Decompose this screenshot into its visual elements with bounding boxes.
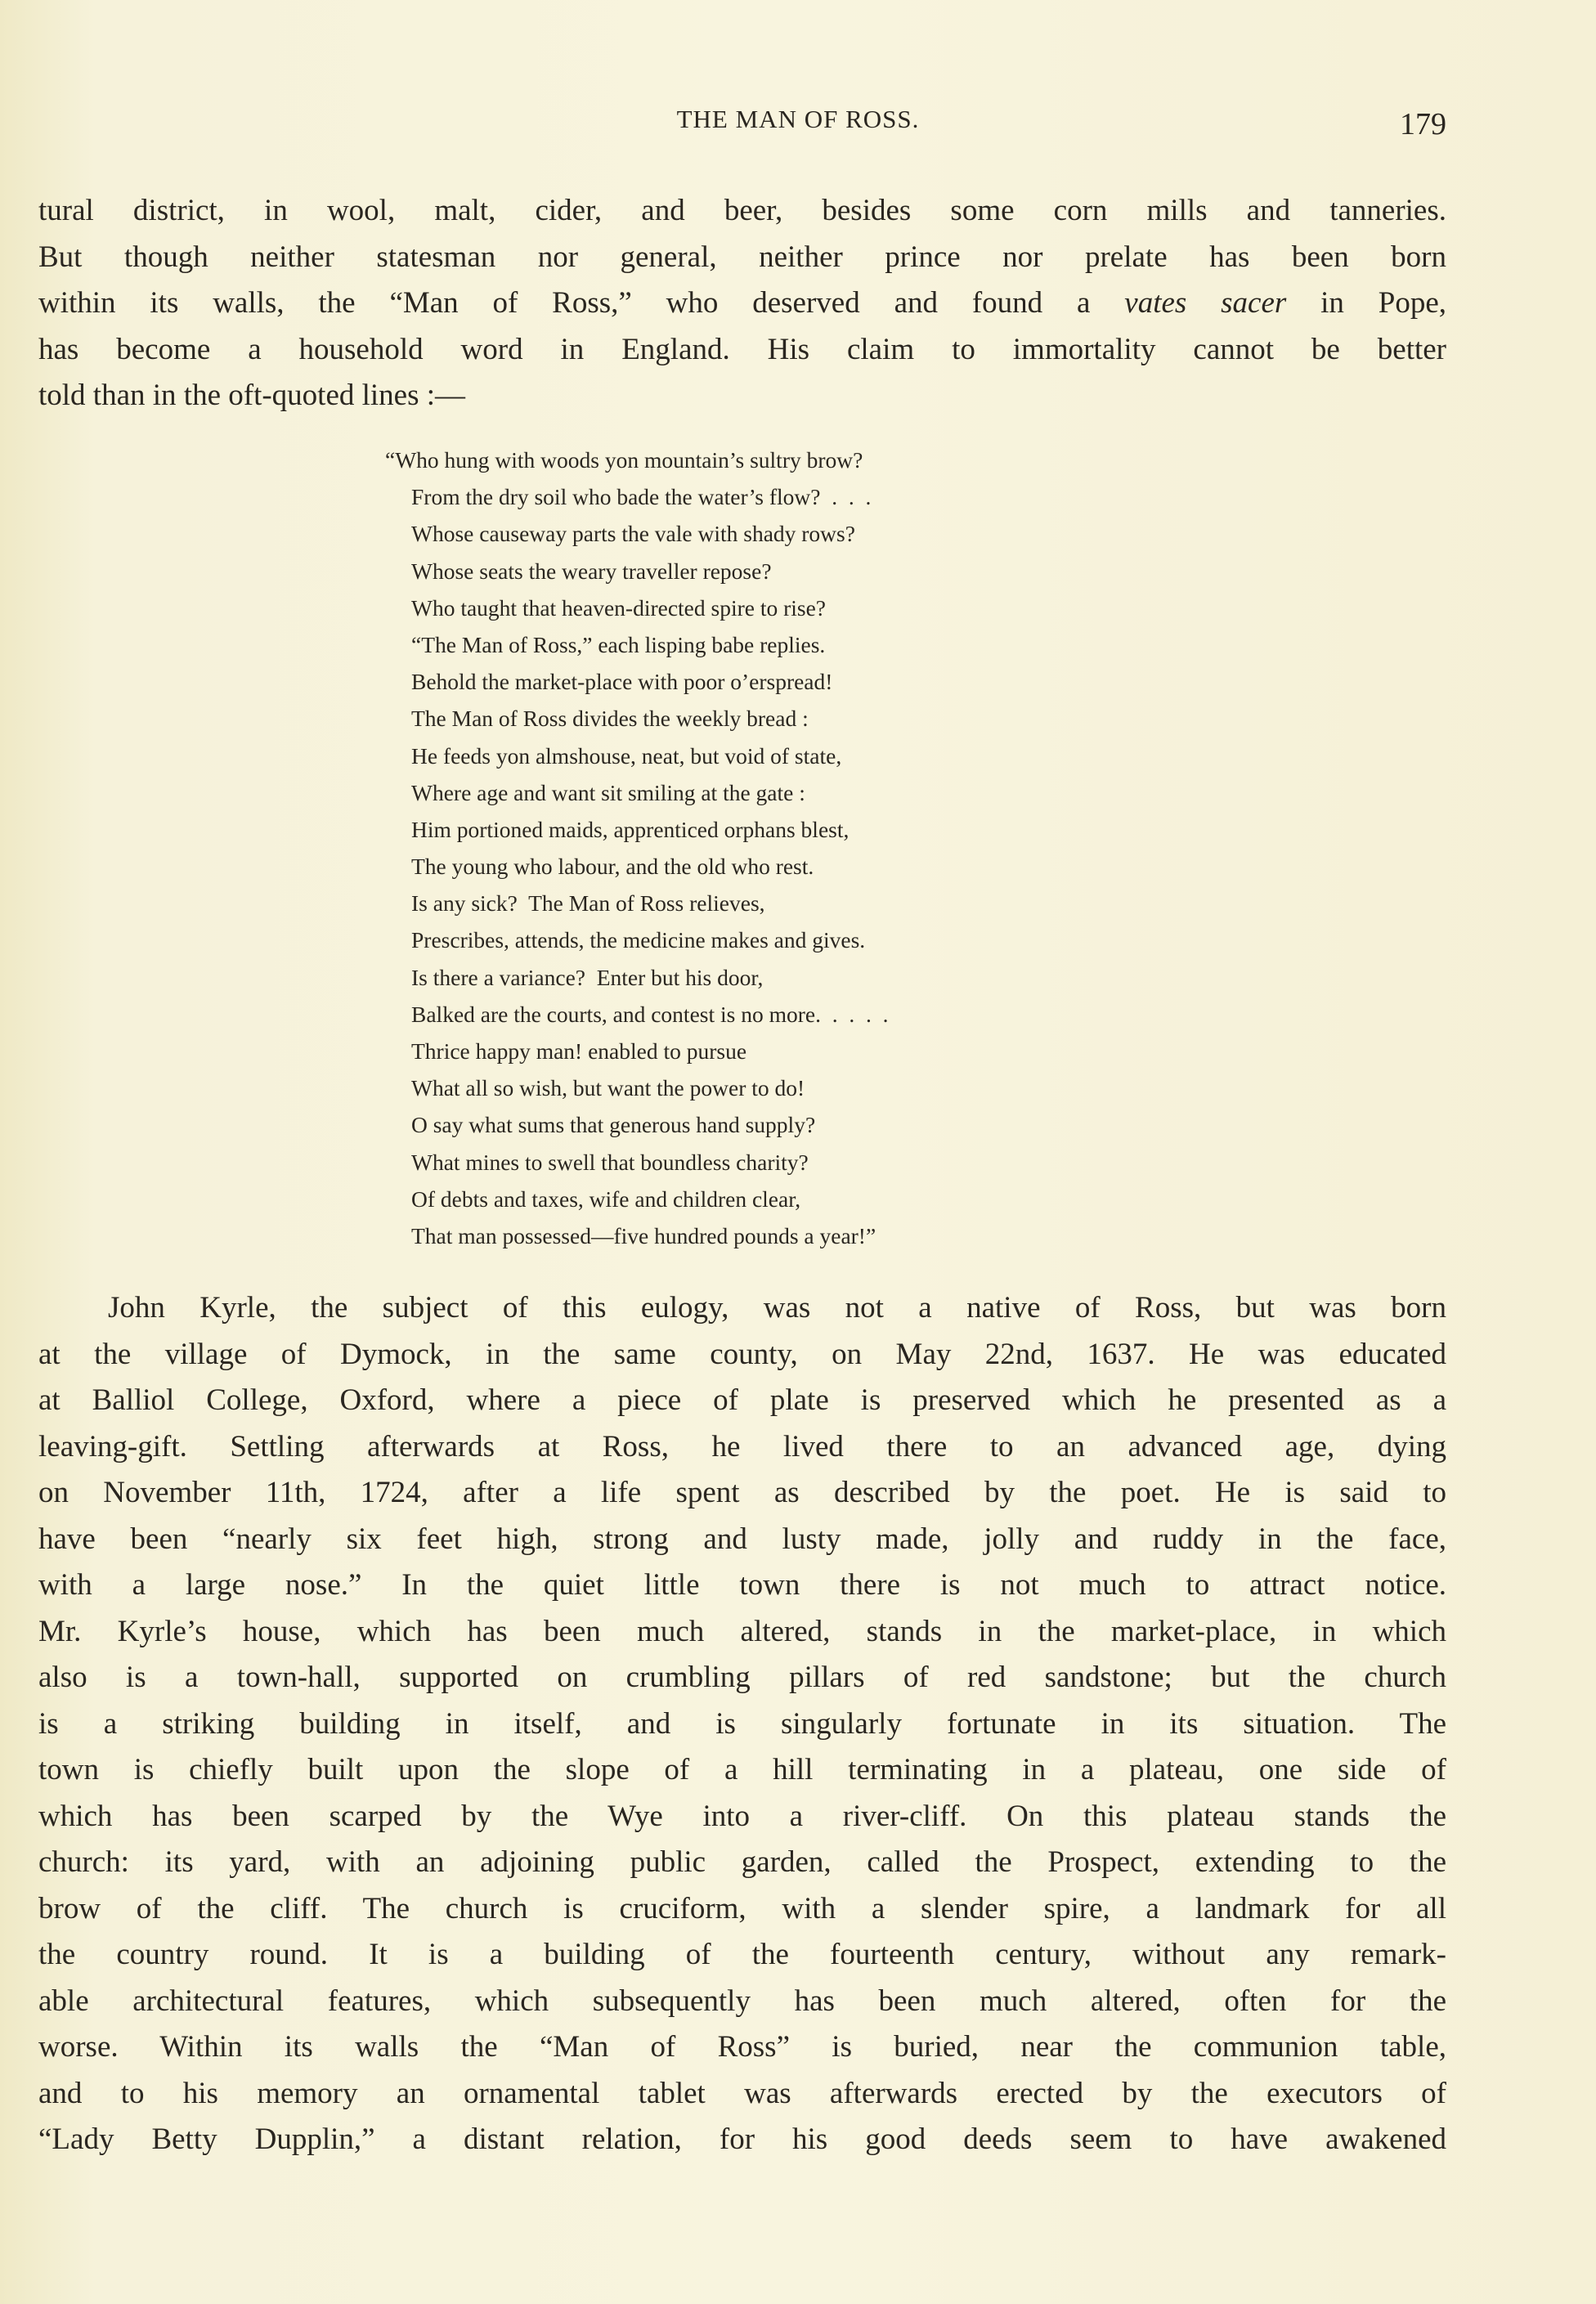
poem-line: Is there a variance? Enter but his door, (411, 964, 764, 990)
text-line: worse. Within its walls the “Man of Ross” is buried, near the communion table, (38, 2030, 1446, 2064)
poem-line: Balked are the courts, and contest is no more. . . . . (411, 1001, 889, 1027)
text-line: and to his memory an ornamental tablet was afterwards erected by the executors of (38, 2076, 1446, 2110)
text-line: tural district, in wool, malt, cider, and beer, besides some corn mills and tanneries. (38, 194, 1446, 227)
text-line: has become a household word in England. His claim to immortality cannot be better (38, 332, 1446, 366)
poem-line: The Man of Ross divides the weekly bread : (411, 706, 809, 732)
poem-line: Whose seats the weary traveller repose? (411, 558, 772, 584)
text-line: But though neither statesman nor general, neither prince nor prelate has been born (38, 240, 1446, 274)
poem-line: “Who hung with woods yon mountain’s sultry brow? (385, 447, 863, 473)
poem-line: What all so wish, but want the power to do! (411, 1075, 805, 1101)
poem-line: Him portioned maids, apprenticed orphans blest, (411, 816, 850, 842)
text-line: at Balliol College, Oxford, where a piece of plate is preserved which he presented as a (38, 1383, 1446, 1417)
poem-line: Is any sick? The Man of Ross relieves, (411, 890, 765, 917)
running-head: THE MAN OF ROSS. (676, 105, 920, 133)
text-line: church: its yard, with an adjoining public garden, called the Prospect, extending to the (38, 1845, 1446, 1879)
italic-phrase: vates sacer (1124, 286, 1287, 320)
poem-line: That man possessed—five hundred pounds a year!” (411, 1222, 876, 1248)
text-line: is a striking building in itself, and is singularly fortunate in its situation. The (38, 1706, 1446, 1741)
poem-line: Of debts and taxes, wife and children clear, (411, 1186, 801, 1212)
text-line: Mr. Kyrle’s house, which has been much altered, stands in the market-place, in which (38, 1614, 1446, 1648)
text-line: John Kyrle, the subject of this eulogy, was not a native of Ross, but was born (108, 1291, 1446, 1325)
text-line: able architectural features, which subsequently has been much altered, often for the (38, 1984, 1446, 2018)
poem-line: Thrice happy man! enabled to pursue (411, 1038, 747, 1064)
text-line: brow of the cliff. The church is cruciform, with a slender spire, a landmark for all (38, 1891, 1446, 1925)
text-line: the country round. It is a building of the fourteenth century, without any remark- (38, 1938, 1446, 1971)
text-line: with a large nose.” In the quiet little town there is not much to attract notice. (38, 1568, 1446, 1602)
text-line: also is a town-hall, supported on crumbling pillars of red sandstone; but the church (38, 1661, 1446, 1694)
poem-quotation (385, 442, 889, 1254)
poem-line: He feeds yon almshouse, neat, but void of state, (411, 742, 842, 769)
poem-line: O say what sums that generous hand supply? (411, 1112, 816, 1138)
text-line: “Lady Betty Dupplin,” a distant relation, for his good deeds seem to have awakened (38, 2122, 1446, 2156)
text-line: within its walls, the “Man of Ross,” who deserved and found a vates sacer in Pope, (38, 286, 1446, 320)
paragraph-2 (38, 1285, 1446, 2163)
text-line: have been “nearly six feet high, strong and lusty made, jolly and ruddy in the face, (38, 1522, 1446, 1556)
text-line: town is chiefly built upon the slope of a hill terminating in a plateau, one side of (38, 1753, 1446, 1786)
text-line: on November 11th, 1724, after a life spent as described by the poet. He is said to (38, 1476, 1446, 1509)
text-line: told than in the oft-quoted lines :— (38, 379, 466, 412)
text-line: at the village of Dymock, in the same county, on May 22nd, 1637. He was educated (38, 1337, 1446, 1371)
paragraph-1 (38, 188, 1446, 419)
text-line: leaving-gift. Settling afterwards at Ross, he lived there to an advanced age, dying (38, 1429, 1446, 1464)
poem-line: Prescribes, attends, the medicine makes and gives. (411, 927, 866, 953)
poem-line: From the dry soil who bade the water’s flow? . . . (411, 484, 872, 510)
text-line: which has been scarped by the Wye into a river-cliff. On this plateau stands the (38, 1799, 1446, 1833)
poem-line: Whose causeway parts the vale with shady rows? (411, 521, 855, 547)
poem-line: What mines to swell that boundless charity? (411, 1149, 809, 1175)
poem-line: “The Man of Ross,” each lisping babe replies. (411, 631, 826, 657)
poem-line: Who taught that heaven-directed spire to rise? (411, 594, 827, 621)
poem-line: Where age and want sit smiling at the gate : (411, 779, 805, 805)
poem-line: The young who labour, and the old who rest. (411, 854, 814, 880)
poem-line: Behold the market-place with poor o’erspread! (411, 669, 833, 695)
page-number: 179 (1400, 107, 1446, 141)
